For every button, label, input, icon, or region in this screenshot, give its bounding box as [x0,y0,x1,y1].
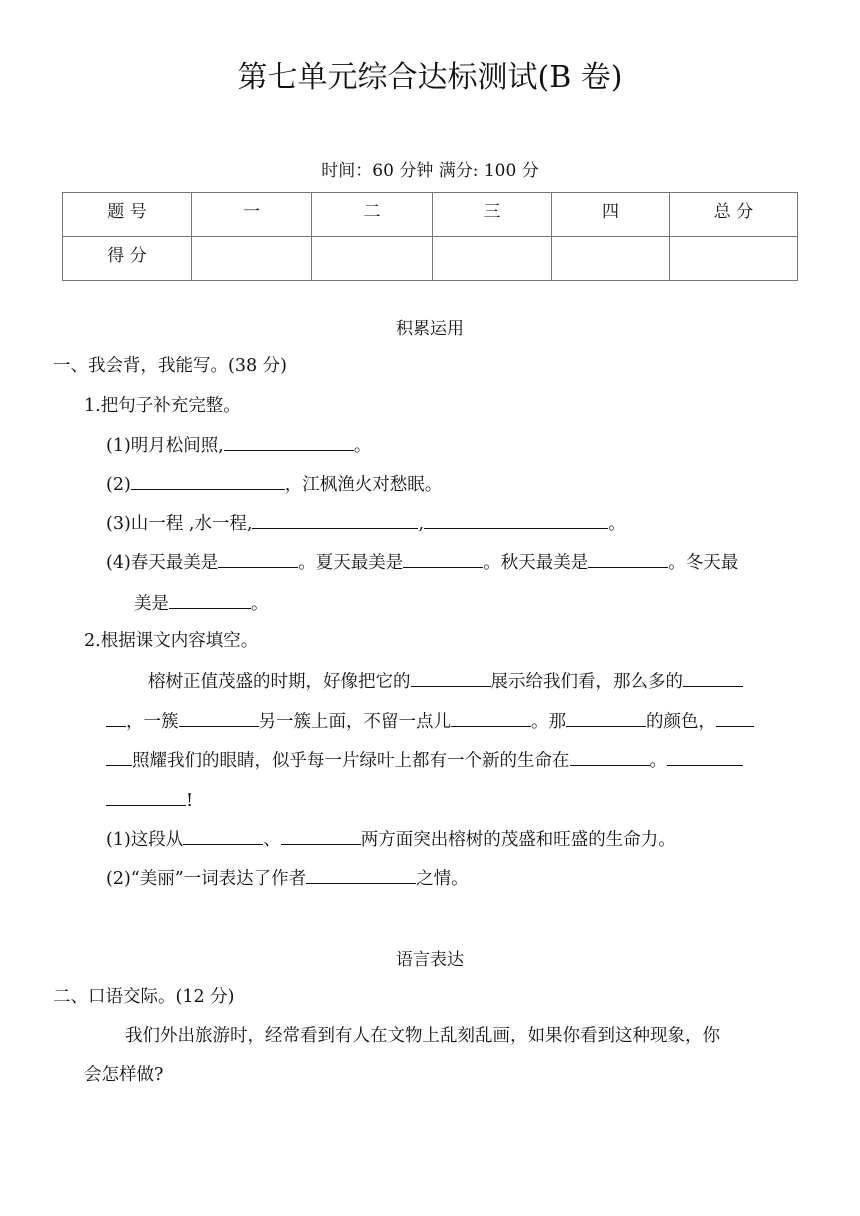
header-cell: 二 [312,193,433,237]
text: 。 [251,594,269,614]
text: 。 [649,751,667,771]
header-cell: 一 [192,193,312,237]
text: , [418,514,425,534]
text: (2) [106,475,131,495]
answer-blank[interactable] [411,668,491,687]
header-cell: 三 [433,193,552,237]
text: ! [186,791,194,811]
text: 。 [353,436,372,456]
passage-question-1 [106,826,676,853]
score-table-header-row [63,193,798,237]
text: 、 [263,830,281,850]
text: 。秋天最美是 [483,553,589,573]
exam-meta: 时间：60 分钟 满分: 100 分 [321,161,539,181]
score-cell[interactable] [192,237,312,281]
answer-blank[interactable] [588,549,668,568]
text: (1)这段从 [106,830,184,850]
header-cell: 总 分 [670,193,798,237]
answer-blank[interactable] [179,708,259,727]
score-cell[interactable] [670,237,798,281]
answer-blank[interactable] [106,747,132,766]
text: 。冬天最 [668,553,739,573]
line-3 [106,510,626,537]
answer-blank[interactable] [131,471,285,490]
text: (1)明月松间照, [106,436,224,456]
passage-line-2 [106,708,754,735]
section-heading-accumulation: 积累运用 [396,319,464,339]
page-title: 第七单元综合达标测试(B 卷) [237,60,623,95]
answer-blank[interactable] [218,549,298,568]
answer-blank[interactable] [424,510,608,529]
answer-blank[interactable] [306,865,416,884]
text: (2)“美丽”一词表达了作者 [106,869,307,889]
passage-line-3 [106,747,743,774]
answer-blank[interactable] [183,826,263,845]
text: 。那 [531,712,566,732]
answer-blank[interactable] [281,826,361,845]
text: (4)春天最美是 [106,553,219,573]
question-2-body-line-1: 我们外出旅游时，经常看到有人在文物上乱刻乱画，如果你看到这种现象，你 [125,1026,720,1046]
answer-blank[interactable] [683,668,743,687]
text: 照耀我们的眼睛，似乎每一片绿叶上都有一个新的生命在 [132,751,570,771]
score-table-score-row [63,237,798,281]
question-2-heading: 二、口语交际。(12 分) [53,987,235,1007]
text: ，江枫渔火对愁眠。 [284,475,443,495]
answer-blank[interactable] [667,747,743,766]
passage-question-2 [106,865,469,892]
question-2-body-line-2: 会怎样做? [84,1065,164,1085]
text: ，一簇 [126,712,179,732]
answer-blank[interactable] [566,708,646,727]
passage-line-1 [148,668,743,695]
score-cell[interactable] [312,237,433,281]
answer-blank[interactable] [106,708,126,727]
score-cell[interactable] [552,237,670,281]
answer-blank[interactable] [106,787,186,806]
line-4 [106,549,738,576]
answer-blank[interactable] [169,590,251,609]
subquestion-2-label: 2.根据课文内容填空。 [84,631,259,651]
answer-blank[interactable] [224,432,354,451]
section-heading-expression: 语言表达 [396,950,464,970]
row-label-cell: 得 分 [63,237,192,281]
score-table [62,192,798,281]
header-cell: 四 [552,193,670,237]
text: 。 [608,514,626,534]
line-5 [134,590,269,617]
text: 两方面突出榕树的茂盛和旺盛的生命力。 [360,830,676,850]
answer-blank[interactable] [451,708,531,727]
text: 之情。 [416,869,469,889]
line-1 [106,432,371,459]
answer-blank[interactable] [716,708,754,727]
text: 另一簇上面，不留一点儿 [258,712,451,732]
answer-blank[interactable] [252,510,418,529]
answer-blank[interactable] [403,549,483,568]
score-cell[interactable] [433,237,552,281]
text: 美是 [134,594,169,614]
answer-blank[interactable] [570,747,650,766]
text: 。夏天最美是 [298,553,404,573]
header-cell: 题 号 [63,193,192,237]
text: 的颜色， [646,712,716,732]
text: 展示给我们看，那么多的 [490,672,683,692]
text: 榕树正值茂盛的时期，好像把它的 [148,672,411,692]
line-2 [106,471,442,498]
question-1-heading: 一、我会背，我能写。(38 分) [53,356,287,376]
passage-line-4 [106,787,193,814]
subquestion-1-label: 1.把句子补充完整。 [84,396,241,416]
text: (3)山一程 ,水一程, [106,514,253,534]
